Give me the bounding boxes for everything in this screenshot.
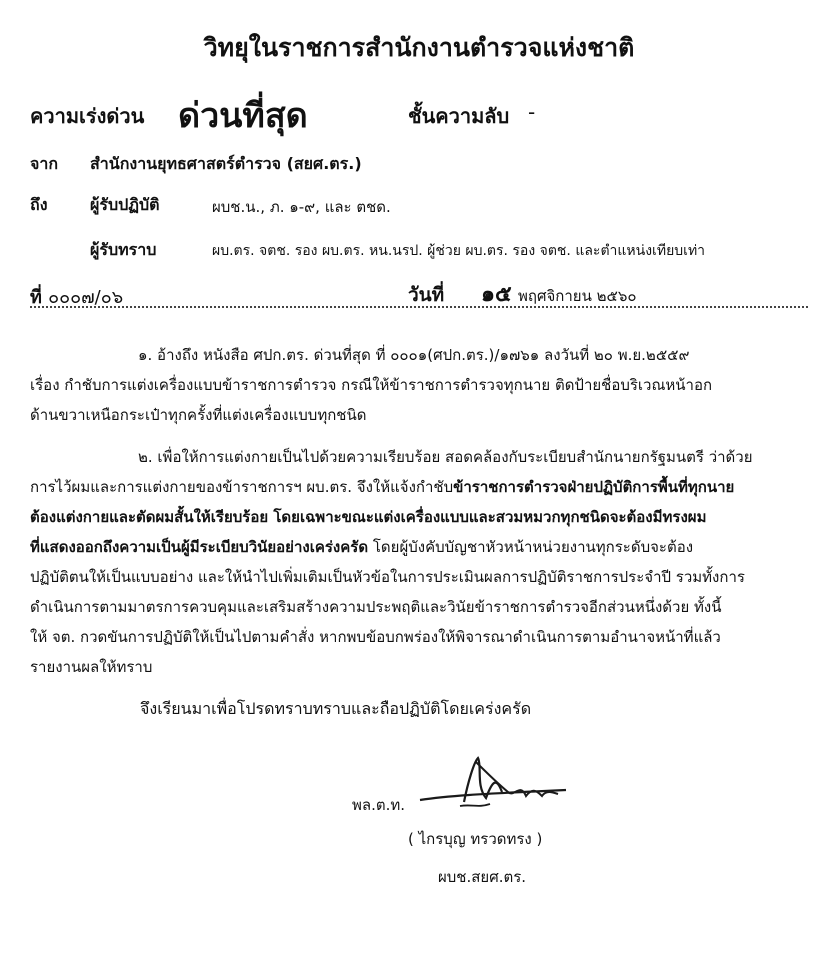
handwritten-signature [416,752,586,822]
date-label: วันที่ [408,284,445,306]
paragraph-line: ปฏิบัติตนให้เป็นแบบอย่าง และให้นำไปเพิ่มเติมเป็นหัวข้อในการประเมินผลการปฏิบัติราชการประจำปี รวมทั้งการ [30,568,745,586]
paragraph-bold-text: ที่แสดงออกถึงความเป็นผู้มีระเบียบวินัยอย่างเคร่งครัด [30,538,369,556]
paragraph-text: โดยผู้บังคับบัญชาหัวหน้าหน่วยงานทุกระดับจะต้อง [368,538,694,556]
paragraph-line: เรื่อง กำชับการแต่งเครื่องแบบข้าราชการตำรวจ กรณีให้ข้าราชการตำรวจทุกนาย ติดป้ายชื่อบริเวณหน้าอก [30,376,713,394]
document-title: วิทยุในราชการสำนักงานตำรวจแห่งชาติ [203,33,635,62]
paragraph-line: ให้ จต. กวดขันการปฏิบัติให้เป็นไปตามคำสั่ง หากพบข้อบกพร่องให้พิจารณาดำเนินการตามอำนาจหน้าที่แล้ว [30,628,721,646]
secrecy-label: ชั้นความลับ [408,104,510,128]
to-label: ถึง [30,195,48,214]
paragraph-line [30,472,810,502]
from-label: จาก [30,154,59,173]
info-recipients-label: ผู้รับทราบ [90,240,157,259]
from-value: สำนักงานยุทธศาสตร์ตำรวจ (สยศ.ตร.) [90,154,362,173]
paragraph-line: รายงานผลให้ทราบ [30,658,153,676]
paragraph-bold-line: ต้องแต่งกายและตัดผมสั้นให้เรียบร้อย โดยเฉพาะขณะแต่งเครื่องแบบและสวมหมวกทุกชนิดจะต้องมีทรงผม [30,508,707,526]
dotted-rule [30,306,808,308]
paragraph-line: ด้านขวาเหนือกระเป๋าทุกครั้งที่แต่งเครื่องแบบทุกชนิด [30,406,367,424]
reference-number-label: ที่ [30,287,42,308]
paragraph-text: การไว้ผมและการแต่งกายของข้าราชการฯ ผบ.ตร. จึงให้แจ้งกำชับ [30,478,454,496]
paragraph-line: ๒. เพื่อให้การแต่งกายเป็นไปด้วยความเรียบร้อย สอดคล้องกับระเบียบสำนักนายกรัฐมนตรี ว่าด้วย [138,448,753,466]
paragraph-bold-text: ข้าราชการตำรวจฝ่ายปฏิบัติการพื้นที่ทุกนาย [453,478,735,496]
secrecy-value: - [528,100,536,124]
urgency-label: ความเร่งด่วน [30,104,145,128]
urgency-value: ด่วนที่สุด [178,96,308,136]
paragraph-2 [30,442,810,682]
signer-name: ( ไกรบุญ ทรวดทรง ) [408,830,543,848]
closing-text: จึงเรียนมาเพื่อโปรดทราบทราบและถือปฏิบัติโดยเคร่งครัด [140,699,532,718]
paragraph-line: ๑. อ้างถึง หนังสือ ศปก.ตร. ด่วนที่สุด ที่ ๐๐๐๑(ศปก.ตร.)/๑๗๖๑ ลงวันที่ ๒๐ พ.ย.๒๕๕๙ [138,346,690,364]
paragraph-1 [30,340,810,430]
action-recipients-label: ผู้รับปฏิบัติ [90,195,160,214]
signer-position: ผบช.สยศ.ตร. [438,868,527,886]
date-day: ๑๕ [481,282,512,307]
paragraph-line: ดำเนินการตามมาตรการควบคุมและเสริมสร้างความประพฤติและวินัยข้าราชการตำรวจอีกส่วนหนึ่งด้วย ทั้งนี้ [30,598,722,616]
reference-number-value: ๐๐๐๗/๐๖ [48,287,124,308]
signer-rank: พล.ต.ท. [352,796,406,814]
info-recipients-value: ผบ.ตร. จตช. รอง ผบ.ตร. หน.นรป. ผู้ช่วย ผบ.ตร. รอง จตช. และตำแหน่งเทียบเท่า [212,243,706,259]
paragraph-line [30,532,810,562]
action-recipients-value: ผบช.น., ภ. ๑-๙, และ ตชด. [212,198,391,216]
date-month-year: พฤศจิกายน ๒๕๖๐ [518,287,637,305]
